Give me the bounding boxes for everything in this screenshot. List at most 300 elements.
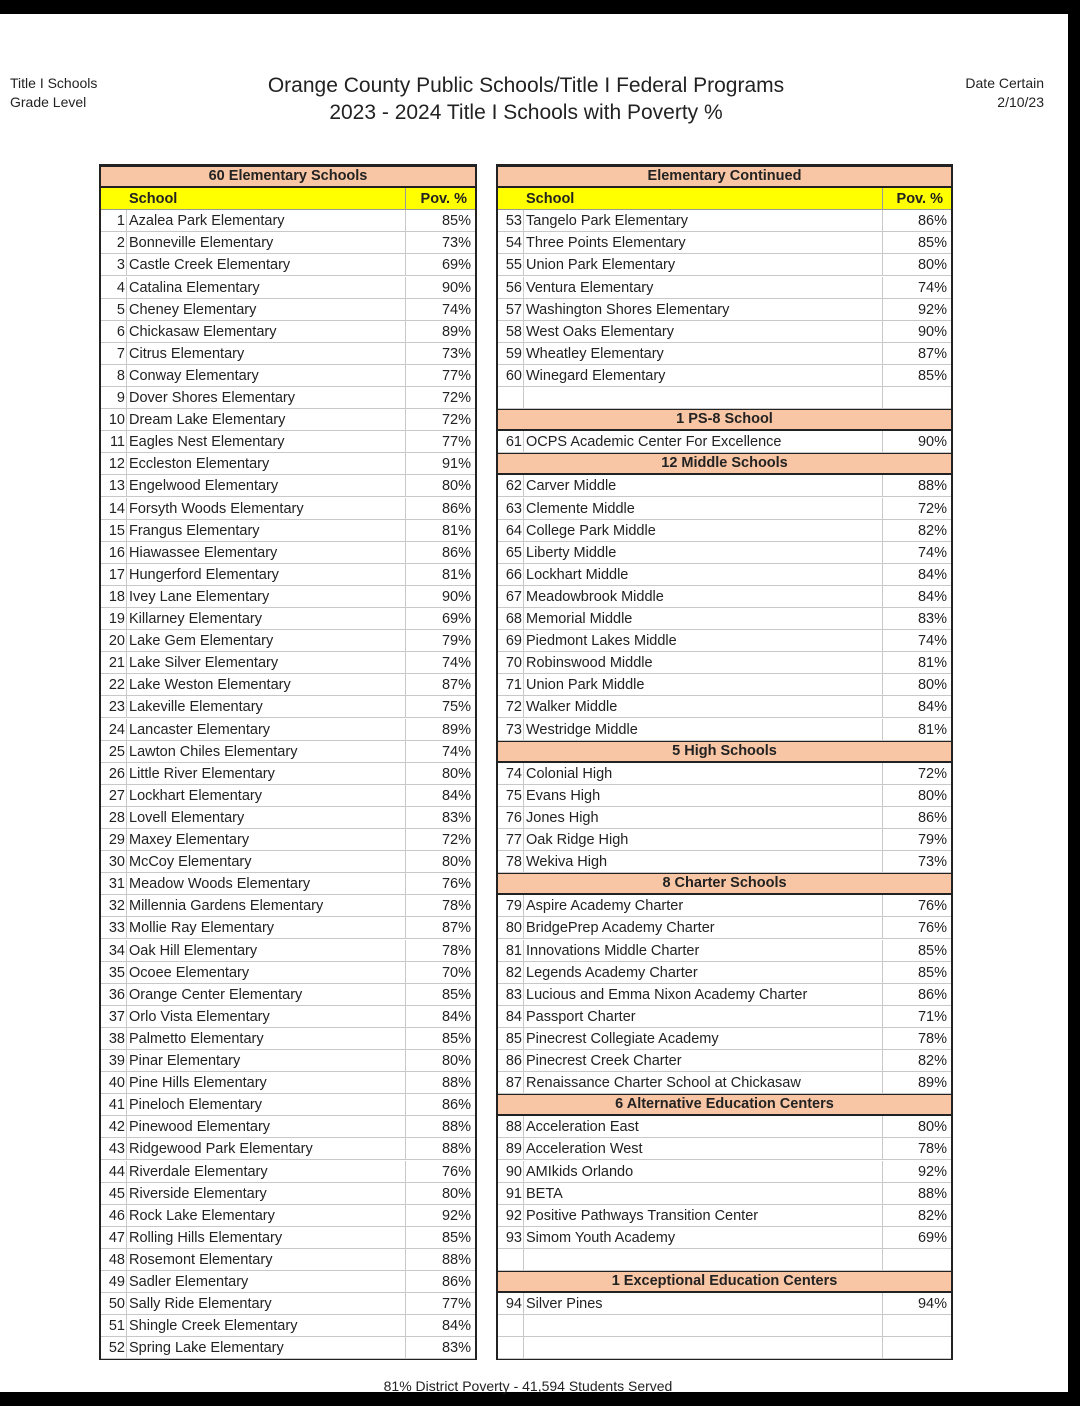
table-row xyxy=(498,851,951,873)
school-name: Spring Lake Elementary xyxy=(129,1340,284,1357)
column-separator xyxy=(882,564,883,585)
row-number: 35 xyxy=(108,964,125,981)
header-left-line2: Grade Level xyxy=(10,94,87,110)
column-separator xyxy=(523,586,524,607)
row-number: 51 xyxy=(108,1318,125,1335)
school-name: McCoy Elementary xyxy=(129,854,252,871)
row-number: 52 xyxy=(108,1340,125,1357)
school-name: Meadow Woods Elementary xyxy=(129,876,311,893)
column-separator xyxy=(126,1094,127,1115)
column-separator xyxy=(126,254,127,275)
section-header: Elementary Continued xyxy=(498,166,951,188)
column-separator xyxy=(126,1337,127,1358)
school-name: Lovell Elementary xyxy=(129,809,245,826)
row-number: 54 xyxy=(505,235,522,252)
row-number: 37 xyxy=(108,1008,125,1025)
column-separator xyxy=(126,1006,127,1027)
school-name: Maxey Elementary xyxy=(129,832,250,848)
school-name: Westridge Middle xyxy=(526,721,638,738)
column-header-pov: Pov. % xyxy=(896,191,943,208)
poverty-percent: 72% xyxy=(441,412,471,429)
column-separator xyxy=(882,1116,883,1137)
table-row xyxy=(498,829,951,851)
poverty-percent: 76% xyxy=(917,920,947,937)
poverty-percent: 70% xyxy=(441,964,471,981)
table-row xyxy=(101,387,475,409)
table-row xyxy=(101,498,475,520)
column-separator xyxy=(405,1337,406,1358)
column-separator xyxy=(523,763,524,784)
school-name: Positive Pathways Transition Center xyxy=(526,1207,759,1224)
poverty-percent: 72% xyxy=(917,765,947,782)
row-number: 69 xyxy=(505,633,522,650)
poverty-percent: 71% xyxy=(917,1008,947,1025)
table-row xyxy=(101,431,475,453)
column-separator xyxy=(405,277,406,298)
column-separator xyxy=(523,608,524,629)
column-separator xyxy=(405,851,406,872)
school-name: Carver Middle xyxy=(526,478,617,495)
column-separator xyxy=(126,409,127,430)
column-separator xyxy=(523,1116,524,1137)
column-separator xyxy=(882,498,883,519)
section-header: 12 Middle Schools xyxy=(498,453,951,475)
row-number: 60 xyxy=(505,367,522,384)
column-separator xyxy=(523,1315,524,1336)
school-name: West Oaks Elementary xyxy=(526,323,675,340)
school-name: Walker Middle xyxy=(526,699,618,716)
school-name: BridgePrep Academy Charter xyxy=(526,920,715,937)
table-row xyxy=(101,895,475,917)
column-separator xyxy=(882,807,883,828)
row-number: 8 xyxy=(116,367,125,384)
row-number: 80 xyxy=(505,920,522,937)
school-name: Union Park Middle xyxy=(526,677,645,694)
column-separator xyxy=(523,1249,524,1270)
column-separator xyxy=(405,299,406,320)
poverty-percent: 86% xyxy=(917,213,947,230)
poverty-percent: 88% xyxy=(917,478,947,495)
table-row xyxy=(101,321,475,343)
column-separator xyxy=(882,674,883,695)
row-number: 14 xyxy=(108,500,125,517)
table-row xyxy=(498,475,951,497)
column-separator xyxy=(882,542,883,563)
poverty-percent: 79% xyxy=(917,832,947,848)
column-separator xyxy=(882,188,883,209)
school-name: Tangelo Park Elementary xyxy=(526,213,688,230)
table-row xyxy=(498,1249,951,1271)
row-number: 20 xyxy=(108,633,125,650)
table-row xyxy=(498,586,951,608)
column-separator xyxy=(405,829,406,850)
column-separator xyxy=(523,1050,524,1071)
poverty-percent: 92% xyxy=(441,1207,471,1224)
row-number: 19 xyxy=(108,611,125,627)
column-separator xyxy=(523,984,524,1005)
row-number: 40 xyxy=(108,1075,125,1092)
poverty-percent: 89% xyxy=(441,721,471,738)
table-row xyxy=(101,453,475,475)
column-separator xyxy=(523,851,524,872)
column-separator xyxy=(882,984,883,1005)
school-name: Rosemont Elementary xyxy=(129,1251,273,1268)
table-row xyxy=(101,1006,475,1028)
column-header-school: School xyxy=(129,191,178,208)
row-number: 12 xyxy=(108,456,125,473)
row-number: 49 xyxy=(108,1274,125,1290)
row-number: 36 xyxy=(108,986,125,1003)
column-separator xyxy=(523,1205,524,1226)
row-number: 2 xyxy=(116,235,125,252)
poverty-percent: 86% xyxy=(441,1097,471,1114)
table-row xyxy=(498,1315,951,1337)
column-separator xyxy=(126,895,127,916)
table-row xyxy=(101,873,475,895)
column-separator xyxy=(523,940,524,961)
poverty-percent: 92% xyxy=(917,1163,947,1180)
column-separator xyxy=(405,630,406,651)
row-number: 63 xyxy=(505,500,522,517)
row-number: 47 xyxy=(108,1229,125,1246)
column-separator xyxy=(405,984,406,1005)
table-row xyxy=(101,785,475,807)
column-separator xyxy=(405,586,406,607)
school-name: Castle Creek Elementary xyxy=(129,257,291,274)
column-separator xyxy=(882,1006,883,1027)
column-separator xyxy=(126,962,127,983)
row-number: 46 xyxy=(108,1207,125,1224)
school-name: Evans High xyxy=(526,787,601,804)
column-separator xyxy=(405,1227,406,1248)
school-name: Liberty Middle xyxy=(526,544,617,561)
column-separator xyxy=(405,608,406,629)
school-name: Clemente Middle xyxy=(526,500,635,517)
school-name: Lancaster Elementary xyxy=(129,721,271,738)
table-row xyxy=(101,475,475,497)
column-separator xyxy=(126,1249,127,1270)
row-number: 13 xyxy=(108,478,125,495)
table-row xyxy=(101,1315,475,1337)
column-separator xyxy=(523,1072,524,1093)
column-separator xyxy=(882,1072,883,1093)
school-name: Pineloch Elementary xyxy=(129,1097,262,1114)
column-separator xyxy=(126,586,127,607)
column-separator xyxy=(882,210,883,231)
row-number: 3 xyxy=(116,257,125,274)
title-line1: Orange County Public Schools/Title I Federal Programs xyxy=(267,74,785,97)
column-separator xyxy=(523,232,524,253)
column-header-row xyxy=(101,188,475,210)
column-separator xyxy=(405,188,406,209)
poverty-percent: 81% xyxy=(917,655,947,672)
row-number: 31 xyxy=(108,876,125,893)
table-row xyxy=(101,1050,475,1072)
row-number: 24 xyxy=(108,721,125,738)
row-number: 82 xyxy=(505,964,522,981)
row-number: 4 xyxy=(116,279,125,296)
poverty-percent: 94% xyxy=(917,1296,947,1313)
school-name: Pinecrest Creek Charter xyxy=(526,1053,682,1069)
poverty-percent: 87% xyxy=(917,345,947,362)
table-row xyxy=(498,343,951,365)
poverty-percent: 76% xyxy=(441,1163,471,1180)
school-name: Eagles Nest Elementary xyxy=(129,434,285,451)
school-name: Robinswood Middle xyxy=(526,655,653,672)
table-row xyxy=(498,763,951,785)
row-number: 33 xyxy=(108,920,125,937)
row-number: 57 xyxy=(505,301,522,318)
school-name: Pinecrest Collegiate Academy xyxy=(526,1030,719,1047)
column-separator xyxy=(882,1028,883,1049)
column-separator xyxy=(882,254,883,275)
table-row xyxy=(101,254,475,276)
column-separator xyxy=(126,1116,127,1137)
table-row xyxy=(101,343,475,365)
column-separator xyxy=(523,1028,524,1049)
column-separator xyxy=(405,520,406,541)
poverty-percent: 90% xyxy=(441,279,471,296)
school-name: Pine Hills Elementary xyxy=(129,1075,267,1092)
column-separator xyxy=(523,1161,524,1182)
row-number: 26 xyxy=(108,765,125,782)
header-left xyxy=(10,74,97,112)
row-number: 66 xyxy=(505,566,522,583)
column-separator xyxy=(882,652,883,673)
row-number: 5 xyxy=(116,301,125,318)
poverty-percent: 90% xyxy=(441,588,471,605)
poverty-percent: 92% xyxy=(917,301,947,318)
row-number: 10 xyxy=(108,412,125,429)
poverty-percent: 78% xyxy=(917,1030,947,1047)
table-row xyxy=(101,365,475,387)
section-header: 1 Exceptional Education Centers xyxy=(498,1271,951,1293)
row-number: 27 xyxy=(108,787,125,804)
school-name: Aspire Academy Charter xyxy=(526,898,684,915)
table-row xyxy=(101,763,475,785)
table-row xyxy=(498,984,951,1006)
elementary-table xyxy=(99,164,477,1360)
column-separator xyxy=(126,1271,127,1292)
district-summary: 81% District Poverty - 41,594 Students Served xyxy=(383,1378,673,1394)
row-number: 23 xyxy=(108,699,125,716)
school-name: Azalea Park Elementary xyxy=(129,213,285,230)
table-row xyxy=(498,1227,951,1249)
section-header: 5 High Schools xyxy=(498,741,951,763)
table-row xyxy=(101,851,475,873)
school-name: Rock Lake Elementary xyxy=(129,1207,275,1224)
column-separator xyxy=(126,431,127,452)
school-name: Lockhart Elementary xyxy=(129,787,262,804)
table-row xyxy=(101,674,475,696)
school-name: Conway Elementary xyxy=(129,367,259,384)
table-row xyxy=(498,674,951,696)
table-row xyxy=(498,564,951,586)
column-separator xyxy=(523,1006,524,1027)
column-separator xyxy=(126,210,127,231)
column-separator xyxy=(882,1138,883,1159)
column-separator xyxy=(126,785,127,806)
table-row xyxy=(101,917,475,939)
school-name: Dover Shores Elementary xyxy=(129,390,296,406)
table-row xyxy=(498,431,951,453)
poverty-percent: 81% xyxy=(441,566,471,583)
document-page xyxy=(0,14,1068,1392)
school-name: Eccleston Elementary xyxy=(129,456,270,473)
table-row xyxy=(498,895,951,917)
school-name: Orlo Vista Elementary xyxy=(129,1008,270,1025)
poverty-percent: 83% xyxy=(917,611,947,627)
table-row xyxy=(101,542,475,564)
column-separator xyxy=(882,630,883,651)
row-number: 90 xyxy=(505,1163,522,1180)
column-separator xyxy=(126,277,127,298)
school-name: Hungerford Elementary xyxy=(129,566,279,583)
poverty-percent: 89% xyxy=(441,323,471,340)
table-row xyxy=(101,299,475,321)
poverty-percent: 85% xyxy=(441,213,471,230)
row-number: 43 xyxy=(108,1141,125,1158)
school-name: Orange Center Elementary xyxy=(129,986,303,1003)
column-separator xyxy=(405,763,406,784)
column-separator xyxy=(405,1293,406,1314)
table-row xyxy=(498,1161,951,1183)
header-right xyxy=(920,74,1044,112)
column-separator xyxy=(523,652,524,673)
row-number: 15 xyxy=(108,522,125,539)
school-name: Acceleration West xyxy=(526,1141,643,1158)
column-separator xyxy=(126,299,127,320)
poverty-percent: 78% xyxy=(917,1141,947,1158)
school-name: Lake Weston Elementary xyxy=(129,677,291,694)
column-separator xyxy=(405,1094,406,1115)
table-row xyxy=(498,1006,951,1028)
row-number: 55 xyxy=(505,257,522,274)
poverty-percent: 80% xyxy=(441,1185,471,1202)
school-name: Shingle Creek Elementary xyxy=(129,1318,298,1335)
school-name: Forsyth Woods Elementary xyxy=(129,500,304,517)
column-separator xyxy=(126,343,127,364)
school-name: Wekiva High xyxy=(526,854,608,871)
column-separator xyxy=(882,343,883,364)
table-row xyxy=(498,1050,951,1072)
column-separator xyxy=(523,277,524,298)
poverty-percent: 69% xyxy=(441,257,471,274)
table-row xyxy=(498,542,951,564)
row-number: 17 xyxy=(108,566,125,583)
column-separator xyxy=(126,1050,127,1071)
school-name: Dream Lake Elementary xyxy=(129,412,286,429)
column-separator xyxy=(523,1337,524,1358)
poverty-percent: 85% xyxy=(917,235,947,252)
school-name: Colonial High xyxy=(526,765,613,782)
table-row xyxy=(498,1138,951,1160)
column-separator xyxy=(523,1183,524,1204)
header-left-line1: Title I Schools xyxy=(10,75,98,91)
table-row xyxy=(101,1161,475,1183)
column-separator xyxy=(126,1227,127,1248)
row-number: 61 xyxy=(505,434,522,451)
school-name: Citrus Elementary xyxy=(129,345,245,362)
table-row xyxy=(498,232,951,254)
column-separator xyxy=(126,475,127,496)
column-separator xyxy=(126,608,127,629)
poverty-percent: 86% xyxy=(441,500,471,517)
column-separator xyxy=(405,895,406,916)
poverty-percent: 91% xyxy=(441,456,471,473)
column-separator xyxy=(405,917,406,938)
column-separator xyxy=(523,917,524,938)
column-separator xyxy=(523,542,524,563)
school-name: Oak Ridge High xyxy=(526,832,629,848)
column-separator xyxy=(523,630,524,651)
row-number: 39 xyxy=(108,1053,125,1069)
poverty-percent: 72% xyxy=(441,832,471,848)
table-row xyxy=(101,1138,475,1160)
column-separator xyxy=(405,1006,406,1027)
column-separator xyxy=(882,1205,883,1226)
table-row xyxy=(498,696,951,718)
poverty-percent: 80% xyxy=(917,677,947,694)
column-separator xyxy=(882,719,883,740)
poverty-percent: 74% xyxy=(441,301,471,318)
column-separator xyxy=(523,321,524,342)
column-separator xyxy=(405,365,406,386)
row-number: 56 xyxy=(505,279,522,296)
school-name: OCPS Academic Center For Excellence xyxy=(526,434,782,451)
school-name: Sadler Elementary xyxy=(129,1274,249,1290)
poverty-percent: 74% xyxy=(917,633,947,650)
column-separator xyxy=(126,829,127,850)
column-separator xyxy=(126,741,127,762)
column-separator xyxy=(882,277,883,298)
school-name: College Park Middle xyxy=(526,522,656,539)
table-row xyxy=(498,630,951,652)
table-row xyxy=(498,1072,951,1094)
table-row xyxy=(498,321,951,343)
column-header-row xyxy=(498,188,951,210)
table-row xyxy=(498,652,951,674)
column-separator xyxy=(882,1183,883,1204)
table-row xyxy=(101,232,475,254)
table-row xyxy=(498,940,951,962)
poverty-percent: 80% xyxy=(917,257,947,274)
column-separator xyxy=(126,630,127,651)
row-number: 29 xyxy=(108,832,125,848)
school-name: Pinar Elementary xyxy=(129,1053,241,1069)
column-separator xyxy=(126,1072,127,1093)
table-row xyxy=(101,1028,475,1050)
row-number: 79 xyxy=(505,898,522,915)
school-name: Riverside Elementary xyxy=(129,1185,267,1202)
poverty-percent: 79% xyxy=(441,633,471,650)
title-line2: 2023 - 2024 Title I Schools with Poverty % xyxy=(329,101,723,124)
poverty-percent: 88% xyxy=(441,1141,471,1158)
column-separator xyxy=(405,431,406,452)
school-name: Legends Academy Charter xyxy=(526,964,698,981)
row-number: 86 xyxy=(505,1053,522,1069)
row-number: 74 xyxy=(505,765,522,782)
column-separator xyxy=(126,1028,127,1049)
table-row xyxy=(101,1116,475,1138)
poverty-percent: 82% xyxy=(917,1053,947,1069)
column-separator xyxy=(405,210,406,231)
column-separator xyxy=(126,387,127,408)
row-number: 9 xyxy=(116,390,125,406)
school-name: Renaissance Charter School at Chickasaw xyxy=(526,1075,801,1092)
column-separator xyxy=(126,453,127,474)
table-row xyxy=(101,277,475,299)
